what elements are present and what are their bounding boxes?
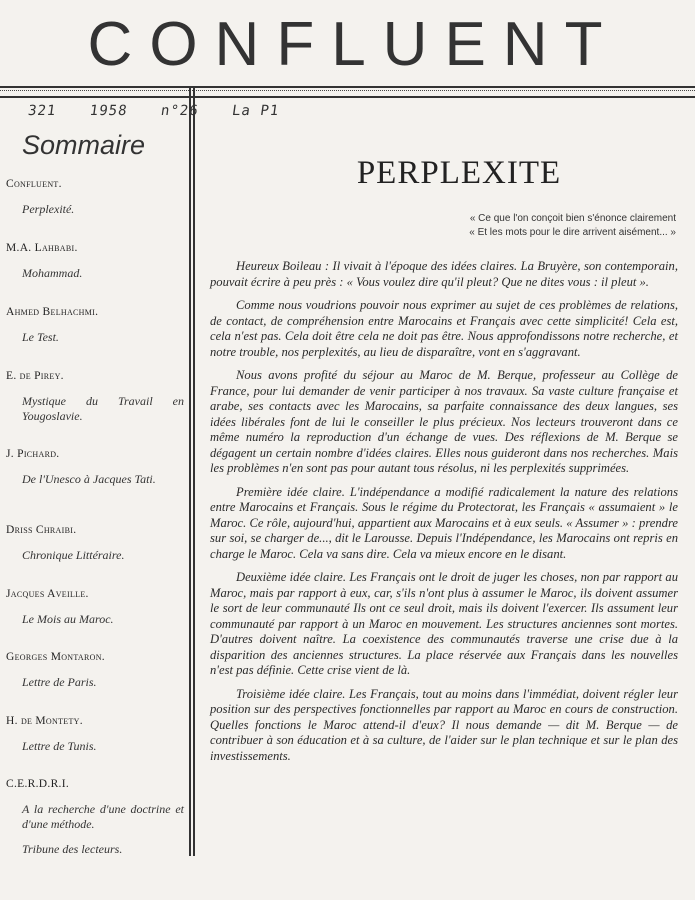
- toc-entry[interactable]: [6, 370, 184, 424]
- toc-entry[interactable]: [6, 524, 184, 563]
- handnote-issue: n°26: [159, 103, 200, 119]
- toc-entry[interactable]: [6, 306, 184, 345]
- paragraph: Troisième idée claire. Les Français, tout au moins dans l'immédiat, doivent régler leur position sur des perspectives fonctionnelles par rapport au Maroc en cours de construction. Quelles fonctions le Maroc attend-il d'eux? Il nous demande — dit M. Berque — de contribuer à son éducation et à sa culture, de l'aider sur le plan technique et sur le plan des investissements.: [210, 686, 678, 763]
- toc-title: Perplexité.: [22, 202, 75, 216]
- column-divider: [189, 86, 191, 856]
- toc-entry[interactable]: [6, 715, 184, 754]
- masthead-title: CONFLUENT: [87, 10, 620, 79]
- masthead-dotted-rule: [0, 90, 695, 91]
- toc-entry[interactable]: [6, 178, 184, 217]
- toc-title: Lettre de Paris.: [22, 675, 97, 689]
- toc-author: J. Pichard.: [6, 448, 60, 460]
- toc-entry[interactable]: [6, 651, 184, 690]
- epigraph-line: « Et les mots pour le dire arrivent aisément... »: [469, 227, 676, 238]
- toc-title: Lettre de Tunis.: [22, 739, 97, 753]
- handnote-number: 321: [26, 103, 58, 119]
- toc-title: A la recherche d'une doctrine et d'une méthode.: [22, 802, 184, 831]
- handnote-year: 1958: [88, 103, 129, 119]
- toc-author: C.E.R.D.R.I.: [6, 778, 70, 790]
- paragraph: Nous avons profité du séjour au Maroc de M. Berque, professeur au Collège de France, pour lui demander de venir participer à nos travaux. Sa vaste culture française et arabe, ses contacts avec les Marocains, sa parfaite connaissance des deux langues, ses idées libérales font de lui le conseiller le plus précieux. Nos lecteurs trouveront dans ce même numéro la reproduction d'un échange de vues. Des réflexions de M. Berque se dégagent un certain nombre d'idées claires. Elles nous guideront dans nos recherches. Mais les problèmes n'en sont pas pour autant tous résolus, ni les perplexités supprimées.: [210, 368, 678, 475]
- toc-author: M.A. Lahbabi.: [6, 242, 78, 254]
- epigraph-line: « Ce que l'on conçoit bien s'énonce clairement: [469, 213, 676, 224]
- toc-title: De l'Unesco à Jacques Tati.: [22, 472, 156, 486]
- toc-author: Georges Montaron.: [6, 651, 105, 663]
- epigraph: [406, 212, 676, 240]
- paragraph: Première idée claire. L'indépendance a modifié radicalement la nature des relations entre Marocains et Français. Sous le régime du Protectorat, les Français « assumaient » le Maroc. Ce rôle, aujourd'hui, appartient aux Marocains et à eux seuls. « Assumer » : prendre sur soi, se charger de..., dit le Larousse. Depuis l'Indépendance, les Marocains ont repris en charge le Maroc. Cela va sans dire. Cela va mieux encore en le disant.: [210, 484, 678, 561]
- toc-title: Le Test.: [22, 330, 59, 344]
- toc-entry[interactable]: [6, 778, 184, 832]
- toc-author: H. de Montety.: [6, 715, 83, 727]
- toc-entry[interactable]: [6, 448, 184, 487]
- toc-title: Mohammad.: [22, 266, 83, 280]
- handwritten-note: [27, 103, 304, 119]
- toc-title: Mystique du Travail en Yougoslavie.: [22, 394, 184, 423]
- toc-author: Driss Chraibi.: [6, 524, 77, 536]
- paragraph: Deuxième idée claire. Les Français ont le droit de juger les choses, non par rapport au Maroc, mais par rapport à eux, car, s'ils n'ont plus à assumer le Maroc, ils doivent assumer le sort de leur communauté Ils ont ce seul droit, mais ils doivent l'exercer. Ils assument leur communauté par rapport à un Maroc en mouvement. Les structures anciennes sont mortes. D'autres doivent naître. La coexistence des communautés traverse une crise due à la disparition des anciennes structures. La place réservée aux Français dans les nouvelles n'est pas définie. Cette crise vient de là.: [210, 570, 678, 677]
- toc-author: Confluent.: [6, 178, 62, 190]
- article-headline: PERPLEXITE: [356, 155, 562, 191]
- toc-author: Ahmed Belhachmi.: [6, 306, 99, 318]
- sommaire-heading: Sommaire: [22, 130, 146, 160]
- column-divider-inner: [193, 86, 195, 856]
- paragraph: Heureux Boileau : Il vivait à l'époque des idées claires. La Bruyère, son contemporain, pouvait écrire à peu près : « Vous voulez dire qu'il pleut? Que ne dites vous : il pleut ».: [210, 259, 678, 289]
- toc-entry[interactable]: [6, 588, 184, 627]
- article-body: [210, 259, 678, 772]
- toc-title: Le Mois au Maroc.: [22, 612, 114, 626]
- masthead-rule-lower: [0, 96, 695, 98]
- toc-tribune[interactable]: Tribune des lecteurs.: [22, 842, 123, 856]
- article: [210, 155, 680, 763]
- masthead-rule: [0, 86, 695, 88]
- handnote-location: La P1: [230, 103, 281, 119]
- toc-author: E. de Pirey.: [6, 370, 64, 382]
- toc-author: Jacques Aveille.: [6, 588, 89, 600]
- paragraph: Comme nous voudrions pouvoir nous exprimer au sujet de ces problèmes de relations, de contact, de compréhension entre Marocains et Français avec cette simplicité! Cela est, cela n'est pas. Cela doit être cela ne doit pas être. Nous approfondissons notre recherche, et notre trouble, nos perplexités, au lieu de disparaître, vont en s'aggravant.: [210, 298, 678, 359]
- toc-entry[interactable]: [6, 242, 184, 281]
- toc-title: Chronique Littéraire.: [22, 548, 125, 562]
